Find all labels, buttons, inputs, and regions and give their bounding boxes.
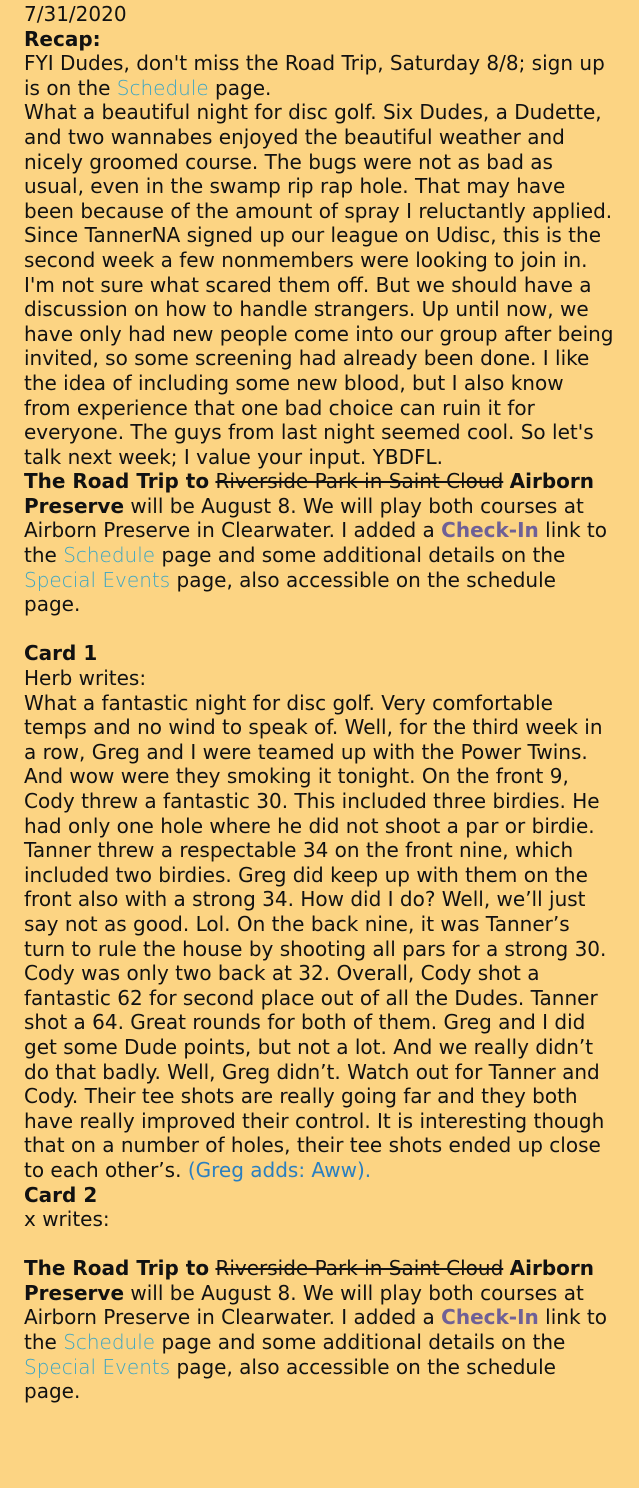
schedule-link[interactable]: Schedule <box>116 75 209 100</box>
road-trip-lead: The Road Trip to <box>24 469 210 494</box>
recap-body: What a beautiful night for disc golf. Six Dudes, a Dudette, and two wannabes enjoyed the beautiful weather and nicely groomed course. The bugs were not as bad as usual, even in the swamp rip rap hole. That may have been because of the amount of spray I reluctantly applied. Since TannerNA signed up our league on Udisc, this is the second week a few nonmembers were looking to join in. I'm not sure what scared them off. But we should have a discussion on how to handle strangers. Up until now, we have only had new people come into our group after being invited, so some screening had already been done. I like the idea of including some new blood, but I also know from experience that one bad choice can ruin it for everyone. The guys from last night seemed cool. So let's talk next week; I value your input. YBDFL. <box>24 100 614 469</box>
road-trip-destination: Airborn Preserve <box>24 469 594 518</box>
recap-fyi <box>24 51 615 100</box>
road-trip-struck-location: Riverside Park in Saint Cloud <box>215 469 504 494</box>
road-trip-text-3: page and some additional details on the <box>155 1330 566 1355</box>
card-2-writer: x writes: <box>24 1207 110 1232</box>
card-1-body <box>24 691 615 1183</box>
road-trip-paragraph-repeat <box>24 1256 615 1404</box>
schedule-link[interactable]: Schedule <box>63 1330 156 1355</box>
recap-label: Recap: <box>24 26 101 51</box>
road-trip-text-1: will be August 8. We will play both courses at Airborn Preserve in Clearwater. I added a <box>24 493 584 543</box>
road-trip-text-4: page, also accessible on the schedule page. <box>24 1354 556 1404</box>
road-trip-lead: The Road Trip to <box>24 1256 210 1281</box>
spacer <box>24 617 615 642</box>
special-events-link[interactable]: Special Events <box>24 567 171 592</box>
road-trip-text-2: link to the <box>24 1305 607 1355</box>
card-1-text: What a fantastic night for disc golf. Very comfortable temps and no wind to speak of. Well, for the third week in a row, Greg and I were teamed up with the Power Twins. And wow were they smoking it tonight. On the front 9, Cody threw a fantastic 30. This included three birdies. He had only one hole where he did not shoot a par or birdie. Tanner threw a respectable 34 on the front nine, which included two birdies. Greg did keep up with them on the front also with a strong 34. How did I do? Well, we’ll just say not as good. Lol. On the back nine, it was Tanner’s turn to rule the house by shooting all pars for a strong 30. Cody was only two back at 32. Overall, Cody shot a fantastic 62 for second place out of all the Dudes. Tanner shot a 64. Great rounds for both of them. Greg and I did get some Dude points, but not a lot. And we really didn’t do that badly. Well, Greg didn’t. Watch out for Tanner and Cody. Their tee shots are really going far and they both have really improved their control. It is interesting though that on a number of holes, their tee shots ended up close to each other’s. <box>24 690 607 1182</box>
card-1-label: Card 1 <box>24 641 98 666</box>
recap-fyi-text-2: page. <box>208 75 272 100</box>
schedule-link[interactable]: Schedule <box>63 543 156 568</box>
road-trip-text-4: page, also accessible on the schedule page. <box>24 567 556 617</box>
post-date: 7/31/2020 <box>24 2 127 26</box>
road-trip-text-2: link to the <box>24 518 607 568</box>
road-trip-destination: Airborn Preserve <box>24 1256 594 1305</box>
road-trip-text-3: page and some additional details on the <box>155 543 566 568</box>
road-trip-struck-location: Riverside Park in Saint Cloud <box>215 1256 504 1281</box>
recap-fyi-text-1: FYI Dudes, don't miss the Road Trip, Saturday 8/8; sign up is on the <box>24 51 605 100</box>
check-in-link[interactable]: Check-In <box>441 1305 539 1330</box>
spacer <box>24 1232 615 1257</box>
special-events-link[interactable]: Special Events <box>24 1354 171 1379</box>
card-1-aside: (Greg adds: Aww). <box>187 1157 372 1182</box>
check-in-link[interactable]: Check-In <box>441 518 539 543</box>
card-1-writer: Herb writes: <box>24 666 147 691</box>
road-trip-paragraph <box>24 469 615 617</box>
card-2-label: Card 2 <box>24 1182 98 1207</box>
road-trip-text-1: will be August 8. We will play both courses at Airborn Preserve in Clearwater. I added a <box>24 1280 584 1330</box>
